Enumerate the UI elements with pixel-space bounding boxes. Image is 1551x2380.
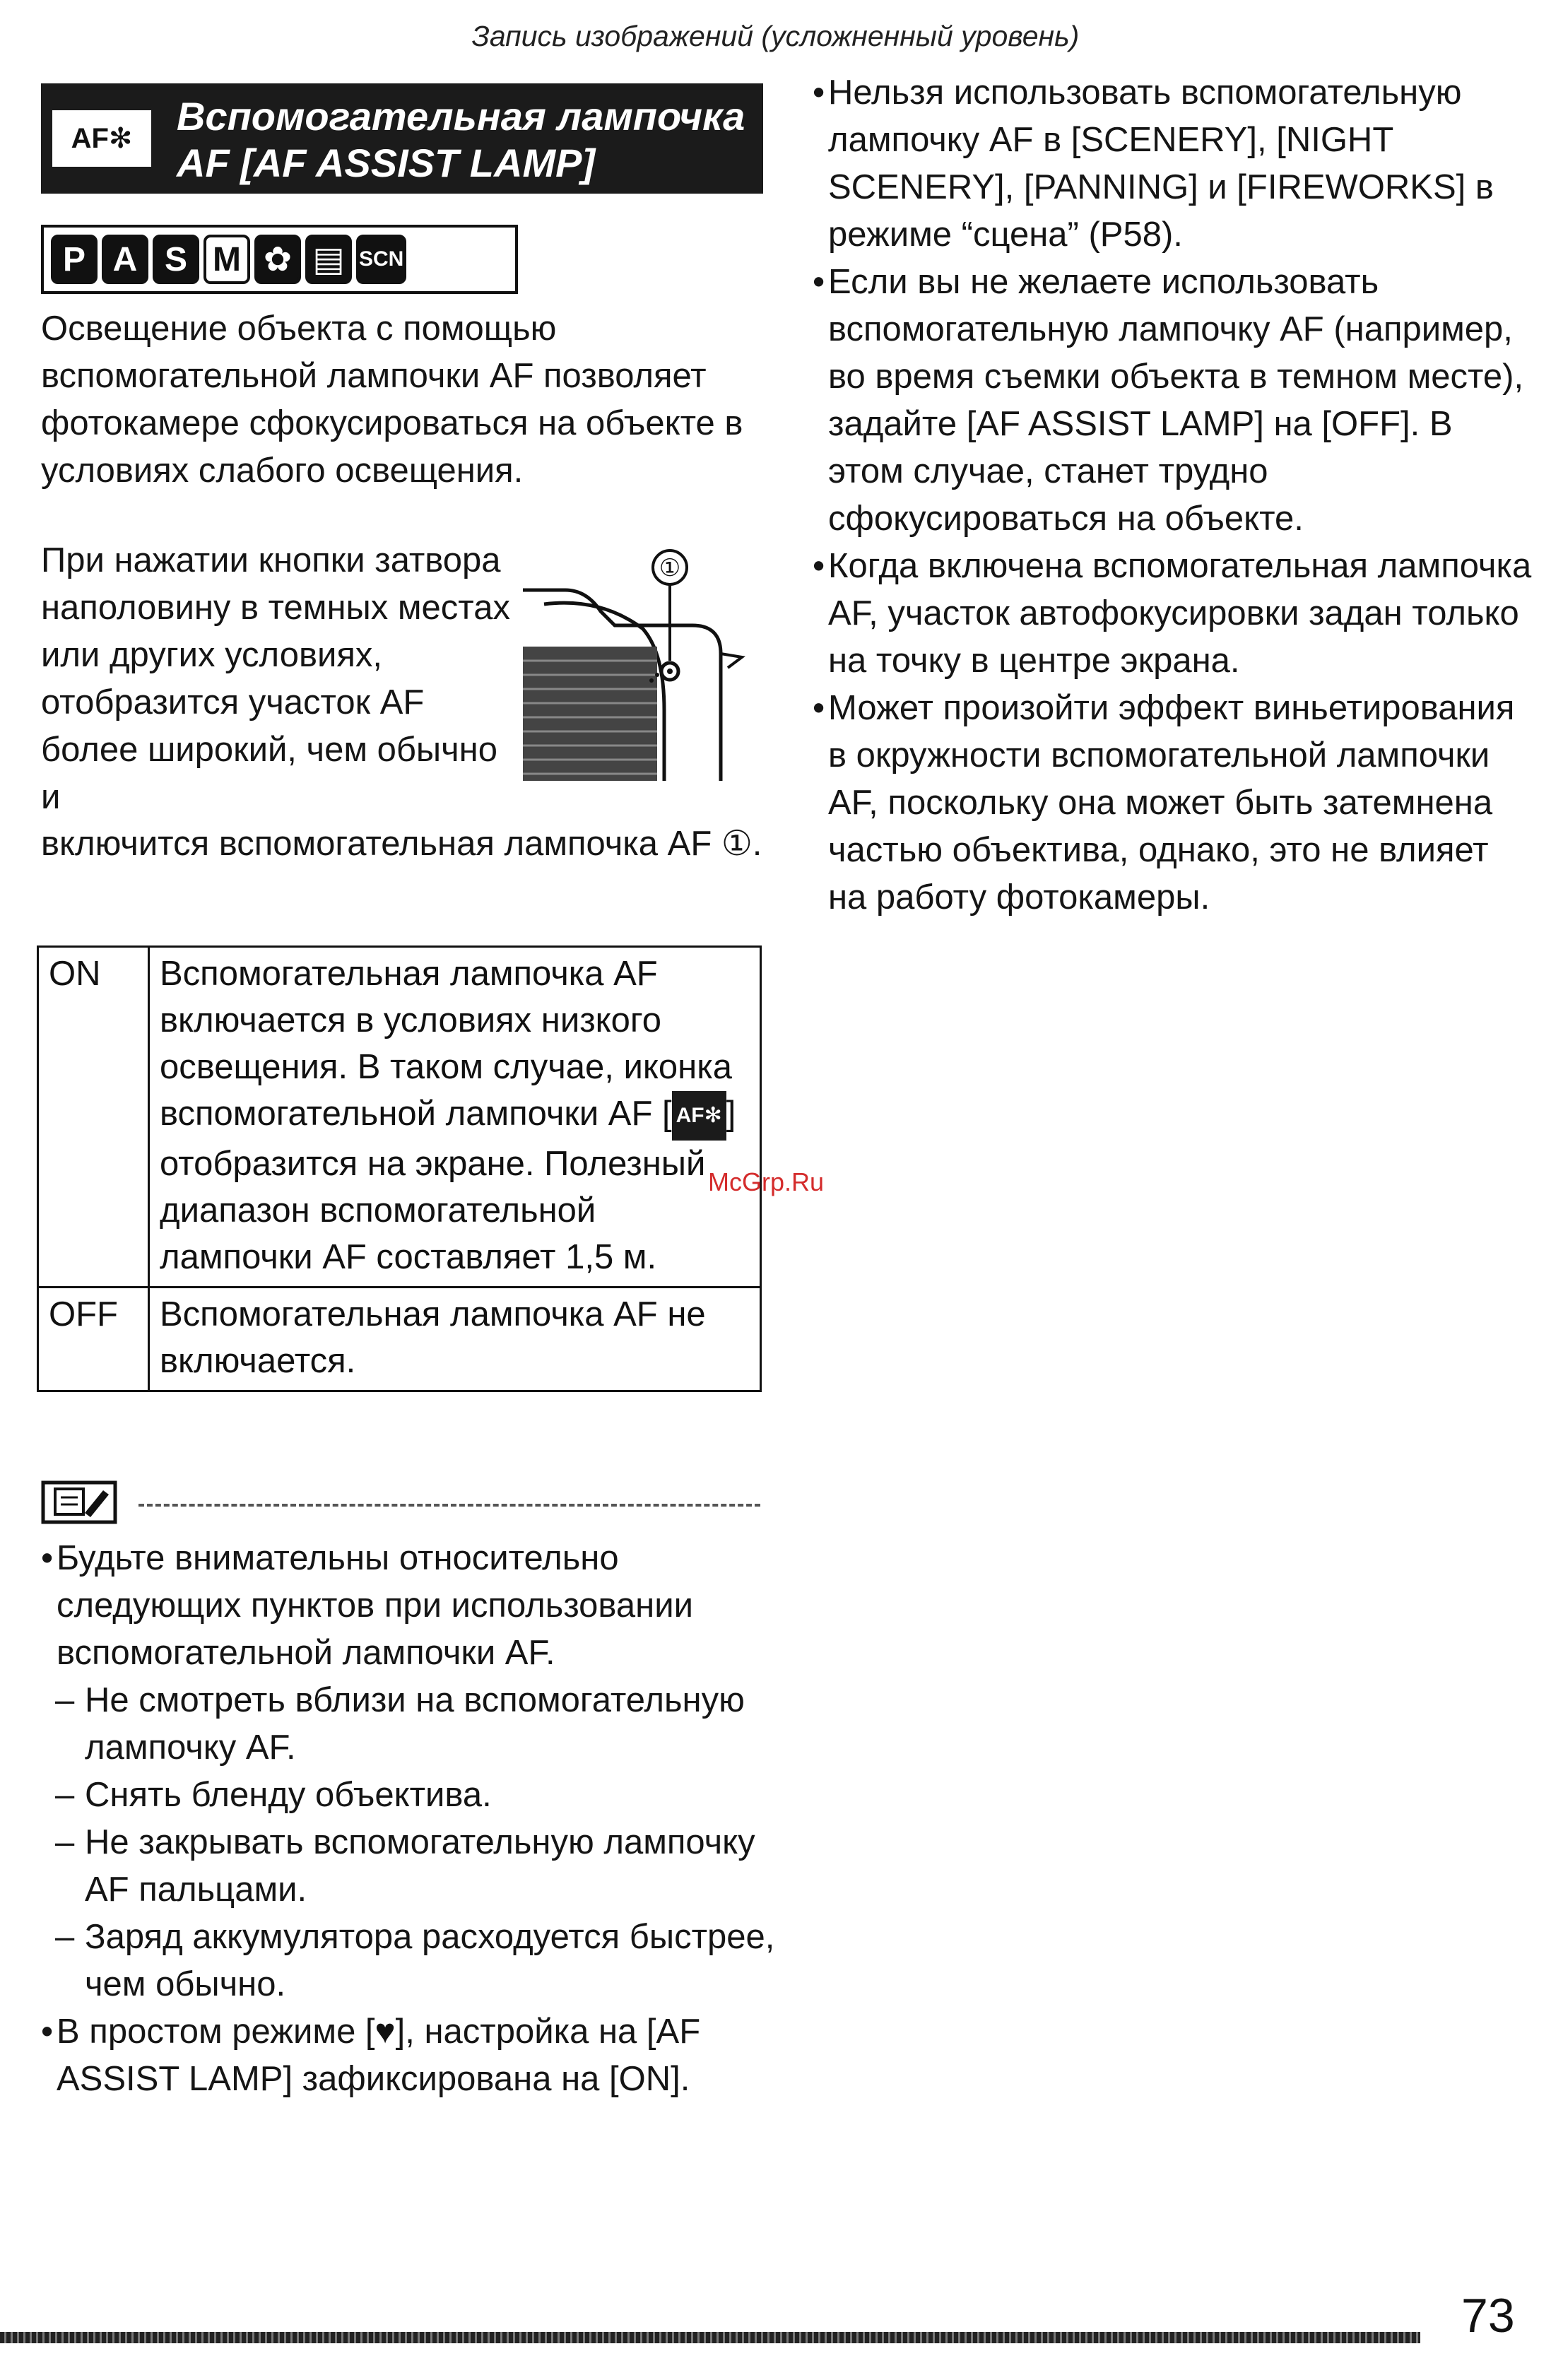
note-sub-item: – Заряд аккумулятора расходуется быстрее, чем обычно.	[41, 1914, 783, 2008]
footer-bar	[0, 2332, 1420, 2343]
right-column-notes	[813, 69, 1533, 921]
settings-table	[37, 945, 762, 1392]
note-sub-item: – Не закрывать вспомогательную лампочку AF пальцами.	[41, 1819, 783, 1914]
watermark: McGrp.Ru	[708, 1167, 825, 1196]
simple-mode-heart-icon: ♥	[375, 2013, 396, 2051]
note-sub-item: – Не смотреть вблизи на вспомогательную лампочку AF.	[41, 1677, 783, 1772]
note-icon	[41, 1480, 117, 1524]
setting-key-on: ON	[38, 947, 149, 1288]
half-press-paragraph: При нажатии кнопки затвора наполовину в темных местах или других условиях, отобразится участок AF более широкий, чем обычно и	[41, 541, 510, 816]
table-row	[38, 1288, 761, 1391]
intro-paragraph: Освещение объекта с помощью вспомогательной лампочки AF позволяет фотокамере сфокусироваться на объекте в условиях слабого освещения.	[41, 310, 743, 490]
note-bullet: • В простом режиме [♥], настройка на [AF ASSIST LAMP] зафиксирована на [ON].	[41, 2008, 783, 2103]
setting-desc-off: Вспомогательная лампочка AF не включается.	[149, 1288, 761, 1391]
note-bullet: • Когда включена вспомогательная лампочка AF, участок автофокусировки задан только на точку в центре экрана.	[813, 543, 1533, 685]
camera-illustration	[516, 548, 760, 788]
section-title-line1: Вспомогательная лампочка	[177, 94, 745, 139]
setting-key-off: OFF	[38, 1288, 149, 1391]
figure-callout-label: ①	[659, 555, 681, 582]
table-row	[38, 947, 761, 1288]
running-header: Запись изображений (усложненный уровень)	[471, 20, 1080, 52]
half-press-paragraph-end: включится вспомогательная лампочка AF ①.	[41, 825, 762, 863]
note-bullet: • Нельзя использовать вспомогательную лампочку AF в [SCENERY], [NIGHT SCENERY], [PANNING] и [FIREWORKS] в режиме “сцена” (P58).	[813, 69, 1533, 259]
scene-mode-icon: SCN	[356, 235, 406, 284]
applicable-modes	[41, 225, 518, 294]
setting-desc-on: Вспомогательная лампочка AF включается в условиях низкого освещения. В таком случае, иконка вспомогательной лампочки AF [ AF✻ ] отобразится на экране. Полезный диапазон вспомогательной лампочки AF составляет 1,5 м.	[149, 947, 761, 1288]
note-sub-item: – Снять бленду объектива.	[41, 1772, 783, 1819]
section-title	[177, 93, 745, 187]
program-mode-icon: P	[51, 235, 98, 284]
section-title-line2: AF [AF ASSIST LAMP]	[177, 141, 596, 185]
aperture-priority-icon: A	[102, 235, 148, 284]
af-assist-lamp-inline-icon: AF✻	[672, 1091, 726, 1141]
section-title-bar	[41, 83, 763, 194]
note-bullet: • Будьте внимательны относительно следующих пунктов при использовании вспомогательной лампочки AF.	[41, 1535, 783, 1677]
note-bullet: • Если вы не желаете использовать вспомогательную лампочку AF (например, во время съемки объекта в темном месте), задайте [AF ASSIST LAMP] на [OFF]. В этом случае, станет трудно сфокусироваться на объекте.	[813, 259, 1533, 543]
macro-mode-icon: ✿	[254, 235, 301, 284]
page-number: 73	[1461, 2289, 1515, 2343]
motion-picture-icon: ▤	[305, 235, 352, 284]
shutter-priority-icon: S	[153, 235, 199, 284]
note-divider	[138, 1504, 760, 1507]
af-assist-lamp-icon: AF✻	[52, 110, 151, 167]
note-bullet: • Может произойти эффект виньетирования в окружности вспомогательной лампочки AF, поскольку она может быть затемнена частью объектива, однако, это не влияет на работу фотокамеры.	[813, 685, 1533, 921]
manual-mode-icon: M	[204, 235, 250, 284]
notes-list	[41, 1535, 783, 2103]
